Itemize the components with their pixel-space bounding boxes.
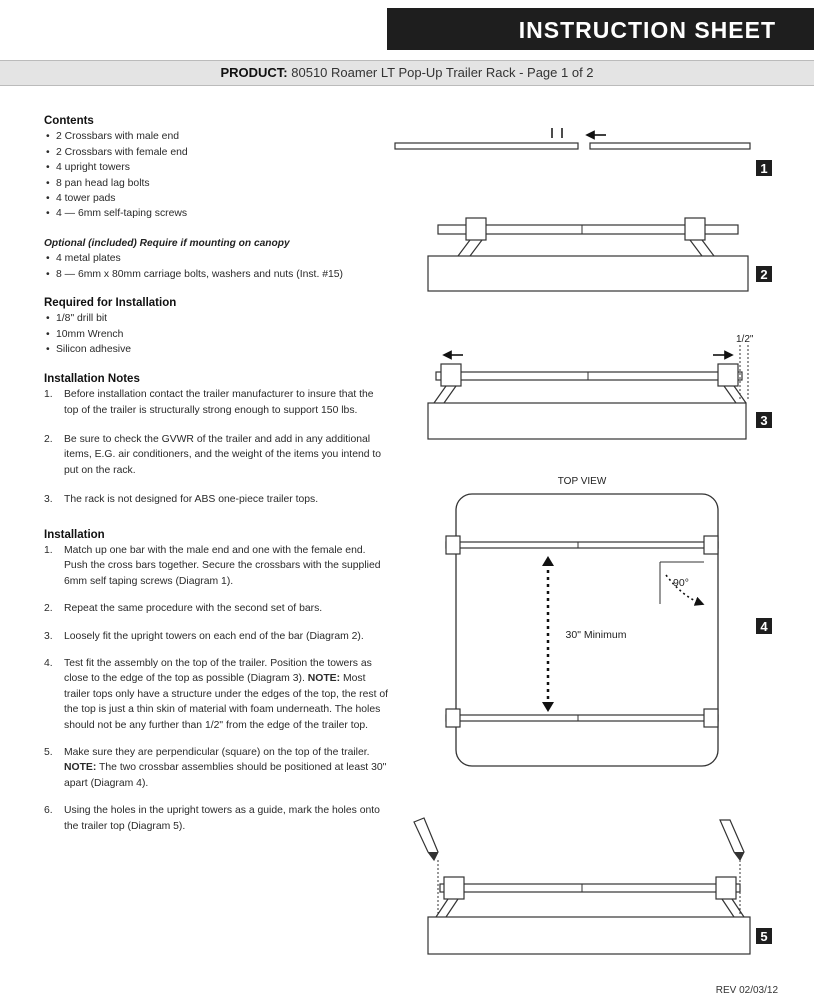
- crossbar: [440, 884, 740, 892]
- note-label: NOTE:: [64, 762, 97, 774]
- tower: [704, 536, 718, 554]
- product-label: PRODUCT:: [220, 65, 288, 80]
- list-item: • 2 Crossbars with male end: [44, 129, 389, 144]
- crossbar-male: [395, 143, 578, 149]
- list-item: • 4 metal plates: [44, 251, 389, 266]
- item-text: Loosely fit the upright towers on each end of the bar (Diagram 2).: [64, 630, 364, 642]
- item-text: Repeat the same procedure with the second set of bars.: [64, 603, 323, 615]
- optional-heading: Optional (included) Require if mounting on canopy: [44, 237, 290, 249]
- item-number: 1.: [44, 544, 53, 556]
- diagram-1: [395, 128, 772, 176]
- upright-tower: [685, 218, 705, 240]
- upright-tower: [466, 218, 486, 240]
- trailer-top: [428, 403, 746, 439]
- diagram-number: 3: [760, 413, 768, 428]
- trailer-top: [428, 917, 750, 954]
- tower: [446, 536, 460, 554]
- item-number: 6.: [44, 805, 53, 817]
- list-item: • 4 upright towers: [44, 160, 389, 175]
- tower-legs: [458, 240, 714, 256]
- half-inch-label: 1/2": [736, 334, 754, 345]
- diagram-3: [428, 334, 772, 439]
- contents-heading: Contents: [44, 115, 94, 127]
- item-text: Before installation contact the trailer manufacturer to insure that the top of the trailer is structurally strong enough to support 150 lbs.: [64, 389, 374, 416]
- list-item: • 1/8" drill bit: [44, 311, 389, 326]
- notes-heading: Installation Notes: [44, 372, 140, 385]
- item-text-note: Most trailer tops only have a structure under the edges of the top, the rest of the top is just a thin skin of material with foam underneath. The holes should not be any further than 1/2" from the edge of the trailer top.: [64, 673, 389, 731]
- item-number: 1.: [44, 389, 53, 401]
- item-number: 2.: [44, 433, 53, 445]
- item-number: 4.: [44, 657, 53, 669]
- list-item: • 2 Crossbars with female end: [44, 145, 389, 160]
- pencil-icon: [414, 818, 438, 860]
- tower: [446, 709, 460, 727]
- item-number: 5.: [44, 747, 53, 758]
- angle-label: 90°: [673, 577, 689, 589]
- list-item: • Silicon adhesive: [44, 342, 389, 357]
- diagram-number: 1: [760, 161, 768, 176]
- list-item: • 4 — 6mm self-taping screws: [44, 206, 389, 221]
- upright-tower: [716, 877, 736, 899]
- installation-heading: Installation: [44, 528, 105, 541]
- crossbar-female: [590, 143, 750, 149]
- minimum-label: 30" Minimum: [565, 629, 627, 641]
- upright-tower: [718, 364, 738, 386]
- required-heading: Required for Installation: [44, 297, 177, 310]
- tower: [704, 709, 718, 727]
- crossbar-lower: [446, 715, 718, 721]
- page-title: INSTRUCTION SHEET: [518, 17, 776, 43]
- pencil-icon: [720, 820, 744, 860]
- item-text: The rack is not designed for ABS one-piece trailer tops.: [64, 494, 319, 506]
- diagram-5: [414, 818, 772, 954]
- item-number: 3.: [44, 494, 53, 506]
- item-text-main: Make sure they are perpendicular (square) on the top of the trailer.: [64, 747, 370, 758]
- item-text-note: The two crossbar assemblies should be positioned at least 30" apart (Diagram 4).: [64, 762, 387, 789]
- top-view-label: TOP VIEW: [557, 476, 607, 487]
- item-number: 3.: [44, 630, 53, 642]
- product-text: 80510 Roamer LT Pop-Up Trailer Rack - Page 1 of 2: [291, 65, 594, 80]
- item-text: Be sure to check the GVWR of the trailer and add in any additional items, E.G. air conditioners, and the weight of the items you intend to put on the rack.: [64, 433, 382, 476]
- crossbar: [436, 372, 742, 380]
- tower-legs: [434, 386, 746, 403]
- diagram-number: 5: [760, 929, 768, 944]
- upright-tower: [441, 364, 461, 386]
- item-number: 2.: [44, 603, 53, 615]
- diagram-number: 4: [760, 619, 768, 634]
- list-item: • 8 — 6mm x 80mm carriage bolts, washers and nuts (Inst. #15): [44, 267, 389, 282]
- item-text-main: Test fit the assembly on the top of the trailer. Position the towers as close to the edge of the top as possible (Diagram 3).: [64, 657, 372, 685]
- item-text: Using the holes in the upright towers as a guide, mark the holes onto the trailer top (Diagram 5).: [64, 805, 380, 832]
- revision-label: REV 02/03/12: [715, 985, 778, 996]
- list-item: • 4 tower pads: [44, 191, 389, 206]
- list-item: • 8 pan head lag bolts: [44, 176, 389, 191]
- upright-tower: [444, 877, 464, 899]
- tower-legs: [436, 899, 744, 917]
- note-label: NOTE:: [307, 673, 341, 685]
- item-text: Match up one bar with the male end and one with the female end. Push the cross bars together. Secure the crossbars with the supplied 6mm self taping screws (Diagram 1).: [64, 544, 381, 587]
- list-item: • 10mm Wrench: [44, 327, 389, 342]
- diagram-2: [428, 218, 772, 291]
- trailer-top: [428, 256, 748, 291]
- diagram-4: [446, 476, 772, 766]
- crossbar-upper: [446, 542, 718, 548]
- diagram-number: 2: [760, 267, 768, 282]
